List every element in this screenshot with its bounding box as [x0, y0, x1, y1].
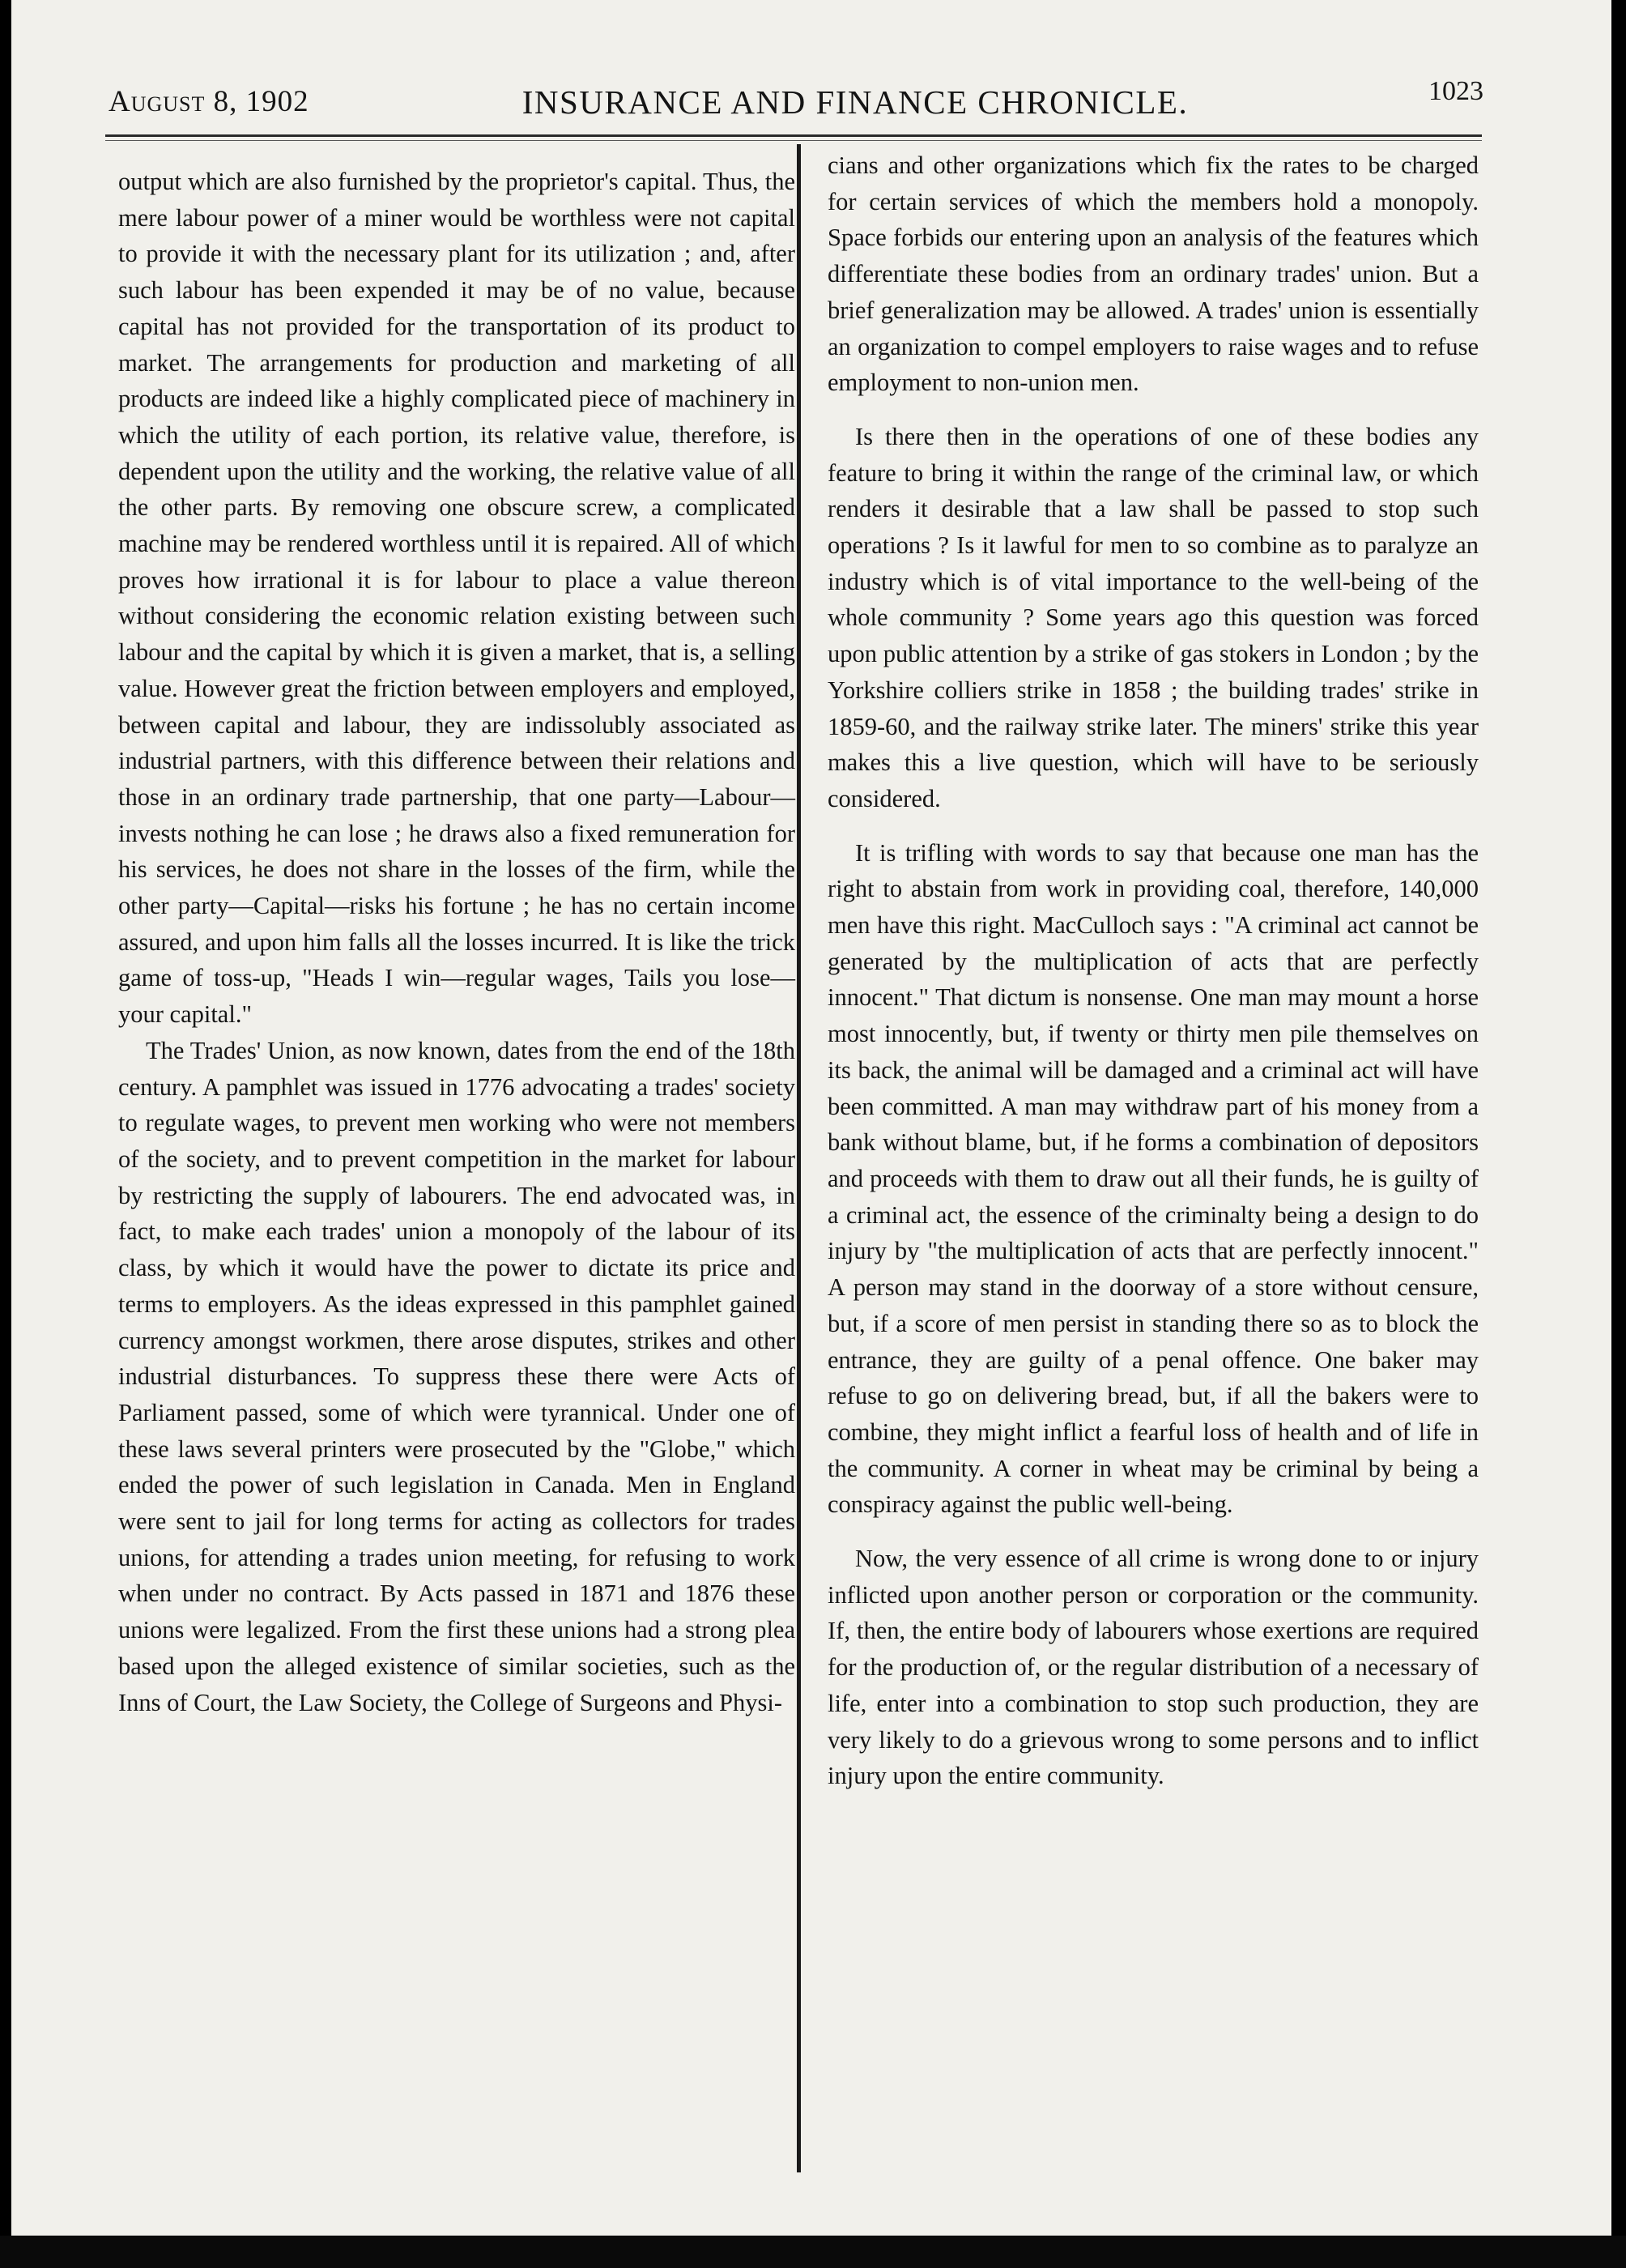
running-header: [109, 76, 1483, 134]
issue-date: August 8, 1902: [109, 85, 309, 118]
body-paragraph: It is trifling with words to say that because one man has the right to abstain from work in providing coal, therefore, 140,000 men have this right. MacCulloch says : "A criminal act cannot be generated by the multiplication of acts that are perfectly innocent." That dictum is nonsense. One man may mount a horse most innocently, but, if twenty or thirty men pile themselves on its back, the animal will be damaged and a criminal act will have been committed. A man may withdraw part of his money from a bank without blame, but, if he forms a combination of depositors and proceeds with them to draw out all their funds, he is guilty of a criminal act, the essence of the criminalty being a design to do injury by "the multiplication of acts that are perfectly innocent." A person may stand in the doorway of a store without censure, but, if a score of men persist in standing there so as to block the entrance, they are guilty of a penal offence. One baker may refuse to go on delivering bread, but, if all the bakers were to combine, they might inflict a fearful loss of health and of life in the community. A corner in wheat may be criminal by being a conspiracy against the public well-being.: [828, 838, 1479, 1519]
left-column: [118, 164, 795, 1720]
header-rule: [105, 134, 1482, 137]
body-paragraph: cians and other organizations which fix the rates to be charged for certain services of which the members hold a monopoly. Space forbids our entering upon an analysis of the features which differentiate these bodies from an ordinary trades' union. But a brief generalization may be allowed. A trades' union is essentially an organization to compel employers to raise wages and to refuse employment to non-union men.: [828, 151, 1479, 397]
page-number: 1023: [1428, 76, 1483, 106]
right-column: [828, 147, 1479, 1794]
body-paragraph: Now, the very essence of all crime is wrong done to or injury inflicted upon another person or corporation or the community. If, then, the entire body of labourers whose exertions are required for the production of, or the regular distribution of a necessary of life, enter into a combination to stop such production, they are very likely to do a grievous wrong to some persons and to inflict injury upon the entire community.: [828, 1545, 1479, 1790]
column-divider: [797, 144, 801, 2172]
scan-border: [0, 2236, 1626, 2268]
body-paragraph: output which are also furnished by the proprietor's capital. Thus, the mere labour power of a miner would be worthless were not capital to provide it with the necessary plant for its utilization ; and, after such labour has been expended it may be of no value, because capital has not provided for the transportation of its product to market. The arrangements for production and marketing of all products are indeed like a highly complicated piece of machinery in which the utility of each portion, its relative value, therefore, is dependent upon the utility and the working, the relative value of all the other parts. By removing one obscure screw, a complicated machine may be rendered worthless until it is repaired. All of which proves how irrational it is for labour to place a value thereon without considering the economic relation existing between such labour and the capital by which it is given a market, that is, a selling value. However great the friction between employers and employed, between capital and labour, they are indissolubly associated as industrial partners, with this difference between their relations and those in an ordinary trade partnership, that one party—Labour—invests nothing he can lose ; he draws also a fixed remuneration for his services, he does not share in the losses of the firm, while the other party—Capital—risks his fortune ; he has no certain income assured, and upon him falls all the losses incurred. It is like the trick game of toss-up, "Heads I win—regular wages, Tails you lose—your capital.": [118, 168, 795, 1029]
body-paragraph: The Trades' Union, as now known, dates from the end of the 18th century. A pamphlet was issued in 1776 advocating a trades' society to regulate wages, to prevent men working who were not members of the society, and to prevent competition in the market for labour by restricting the supply of labourers. The end advocated was, in fact, to make each trades' union a monopoly of the labour of its class, by which it would have the power to dictate its price and terms to employers. As the ideas expressed in this pamphlet gained currency amongst workmen, there arose disputes, strikes and other industrial disturbances. To suppress these there were Acts of Parliament passed, some of which were tyrannical. Under one of these laws several printers were prosecuted by the "Globe," which ended the power of such legislation in Canada. Men in England were sent to jail for long terms for acting as collectors for trades unions, for attending a trades union meeting, for refusing to work when under no contract. By Acts passed in 1871 and 1876 these unions were legalized. From the first these unions had a strong plea based upon the alleged existence of similar societies, such as the Inns of Court, the Law Society, the College of Surgeons and Physi-: [118, 1036, 795, 1716]
journal-page: [11, 0, 1611, 2236]
publication-title: INSURANCE AND FINANCE CHRONICLE.: [521, 83, 1189, 121]
body-paragraph: Is there then in the operations of one of these bodies any feature to bring it within the range of the criminal law, or which renders it desirable that a law shall be passed to stop such operations ? Is it lawful for men to so combine as to paralyze an industry which is of vital importance to the well-being of the whole community ? Some years ago this question was forced upon public attention by a strike of gas stokers in London ; by the Yorkshire colliers strike in 1858 ; the building trades' strike in 1859-60, and the railway strike later. The miners' strike this year makes this a live question, which will have to be seriously considered.: [828, 422, 1479, 812]
header-rule-thin: [105, 140, 1482, 141]
